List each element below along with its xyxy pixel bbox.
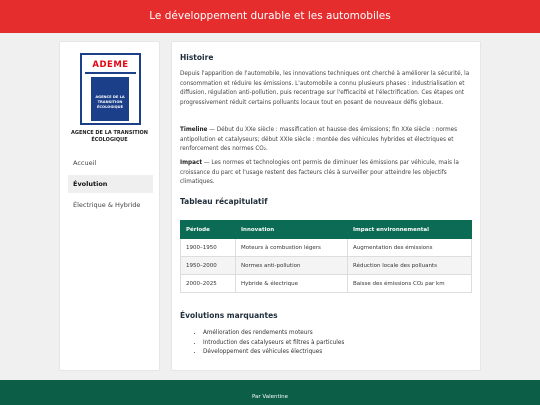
column-header: Période <box>181 221 236 239</box>
timeline-text: — Début du XXe siècle : massification et hausse des émissions; fin XXe siècle : normes antipollution et catalyseurs; début XXIe siècle : montée des véhicules hybrides et électriques et renforcement des normes CO₂. <box>180 127 458 153</box>
summary-table <box>180 220 472 293</box>
logo-line: ÉCOLOGIQUE <box>96 105 124 110</box>
column-header: Innovation <box>236 221 348 239</box>
impact-paragraph <box>180 159 474 188</box>
table-cell: 1900–1950 <box>181 239 236 257</box>
impact-text: — Les normes et technologies ont permis de diminuer les émissions par véhicule, mais la croissance du parc et l'usage restent des facteurs clés à surveiller pour atteindre les objectifs climatiques. <box>180 160 459 186</box>
table-cell: Augmentation des émissions <box>348 239 472 257</box>
column-header: Impact environnemental <box>348 221 472 239</box>
table-cell: Hybride & électrique <box>236 275 348 293</box>
list-item: • Introduction des catalyseurs et filtres à particules <box>203 339 344 349</box>
ademe-logo[interactable] <box>80 53 141 125</box>
timeline-paragraph <box>180 126 474 155</box>
table-heading: Tableau récapitulatif <box>180 197 268 206</box>
sidebar-item-evolution[interactable]: Évolution <box>68 175 153 193</box>
timeline-label: Timeline <box>180 127 208 133</box>
site-title: Le développement durable et les automobiles <box>149 10 391 22</box>
site-header <box>0 0 540 33</box>
table-cell: Normes anti-pollution <box>236 257 348 275</box>
logo-divider <box>85 72 136 74</box>
table-header-row <box>181 221 472 239</box>
footer-credit: Par Valentine <box>251 394 289 400</box>
table-cell: Baisse des émissions CO₂ par km <box>348 275 472 293</box>
history-intro: Depuis l'apparition de l'automobile, les innovations techniques ont cherché à améliorer la sécurité, la consommation et réduire les émissions. L'automobile a connu plusieurs phases : industrialisation et diffusion, régulation anti-pollution, puis recentrage sur l'efficacité et l'électrification. Ces étapes ont progressivement réduit certains polluants locaux tout en posant de nouveaux défis globaux. <box>180 71 470 106</box>
table-cell: Réduction locale des polluants <box>348 257 472 275</box>
list-item: • Développement des véhicules électriques <box>203 348 344 358</box>
logo-name: ADEME <box>92 60 129 70</box>
logo-line: TRANSITION <box>97 100 123 105</box>
list-item: • Amélioration des rendements moteurs <box>203 329 344 339</box>
evolutions-heading: Évolutions marquantes <box>180 311 278 320</box>
impact-label: Impact <box>180 160 203 166</box>
sidebar <box>59 41 160 371</box>
main-content <box>171 41 481 371</box>
table-cell: 2000–2025 <box>181 275 236 293</box>
sidebar-item-electrique-hybride[interactable]: Électrique & Hybride <box>73 201 141 209</box>
site-footer <box>0 380 540 405</box>
logo-block <box>91 77 129 121</box>
table-cell: Moteurs à combustion légers <box>236 239 348 257</box>
table-cell: 1950–2000 <box>181 257 236 275</box>
sidebar-item-accueil[interactable]: Accueil <box>73 159 97 167</box>
evolutions-list <box>203 329 344 358</box>
logo-line: AGENCE DE LA <box>95 95 125 99</box>
organization-name: AGENCE DE LA TRANSITION ÉCOLOGIQUE <box>71 130 148 143</box>
history-heading: Histoire <box>180 53 214 62</box>
table-row <box>181 275 472 293</box>
table-row <box>181 257 472 275</box>
table-row <box>181 239 472 257</box>
